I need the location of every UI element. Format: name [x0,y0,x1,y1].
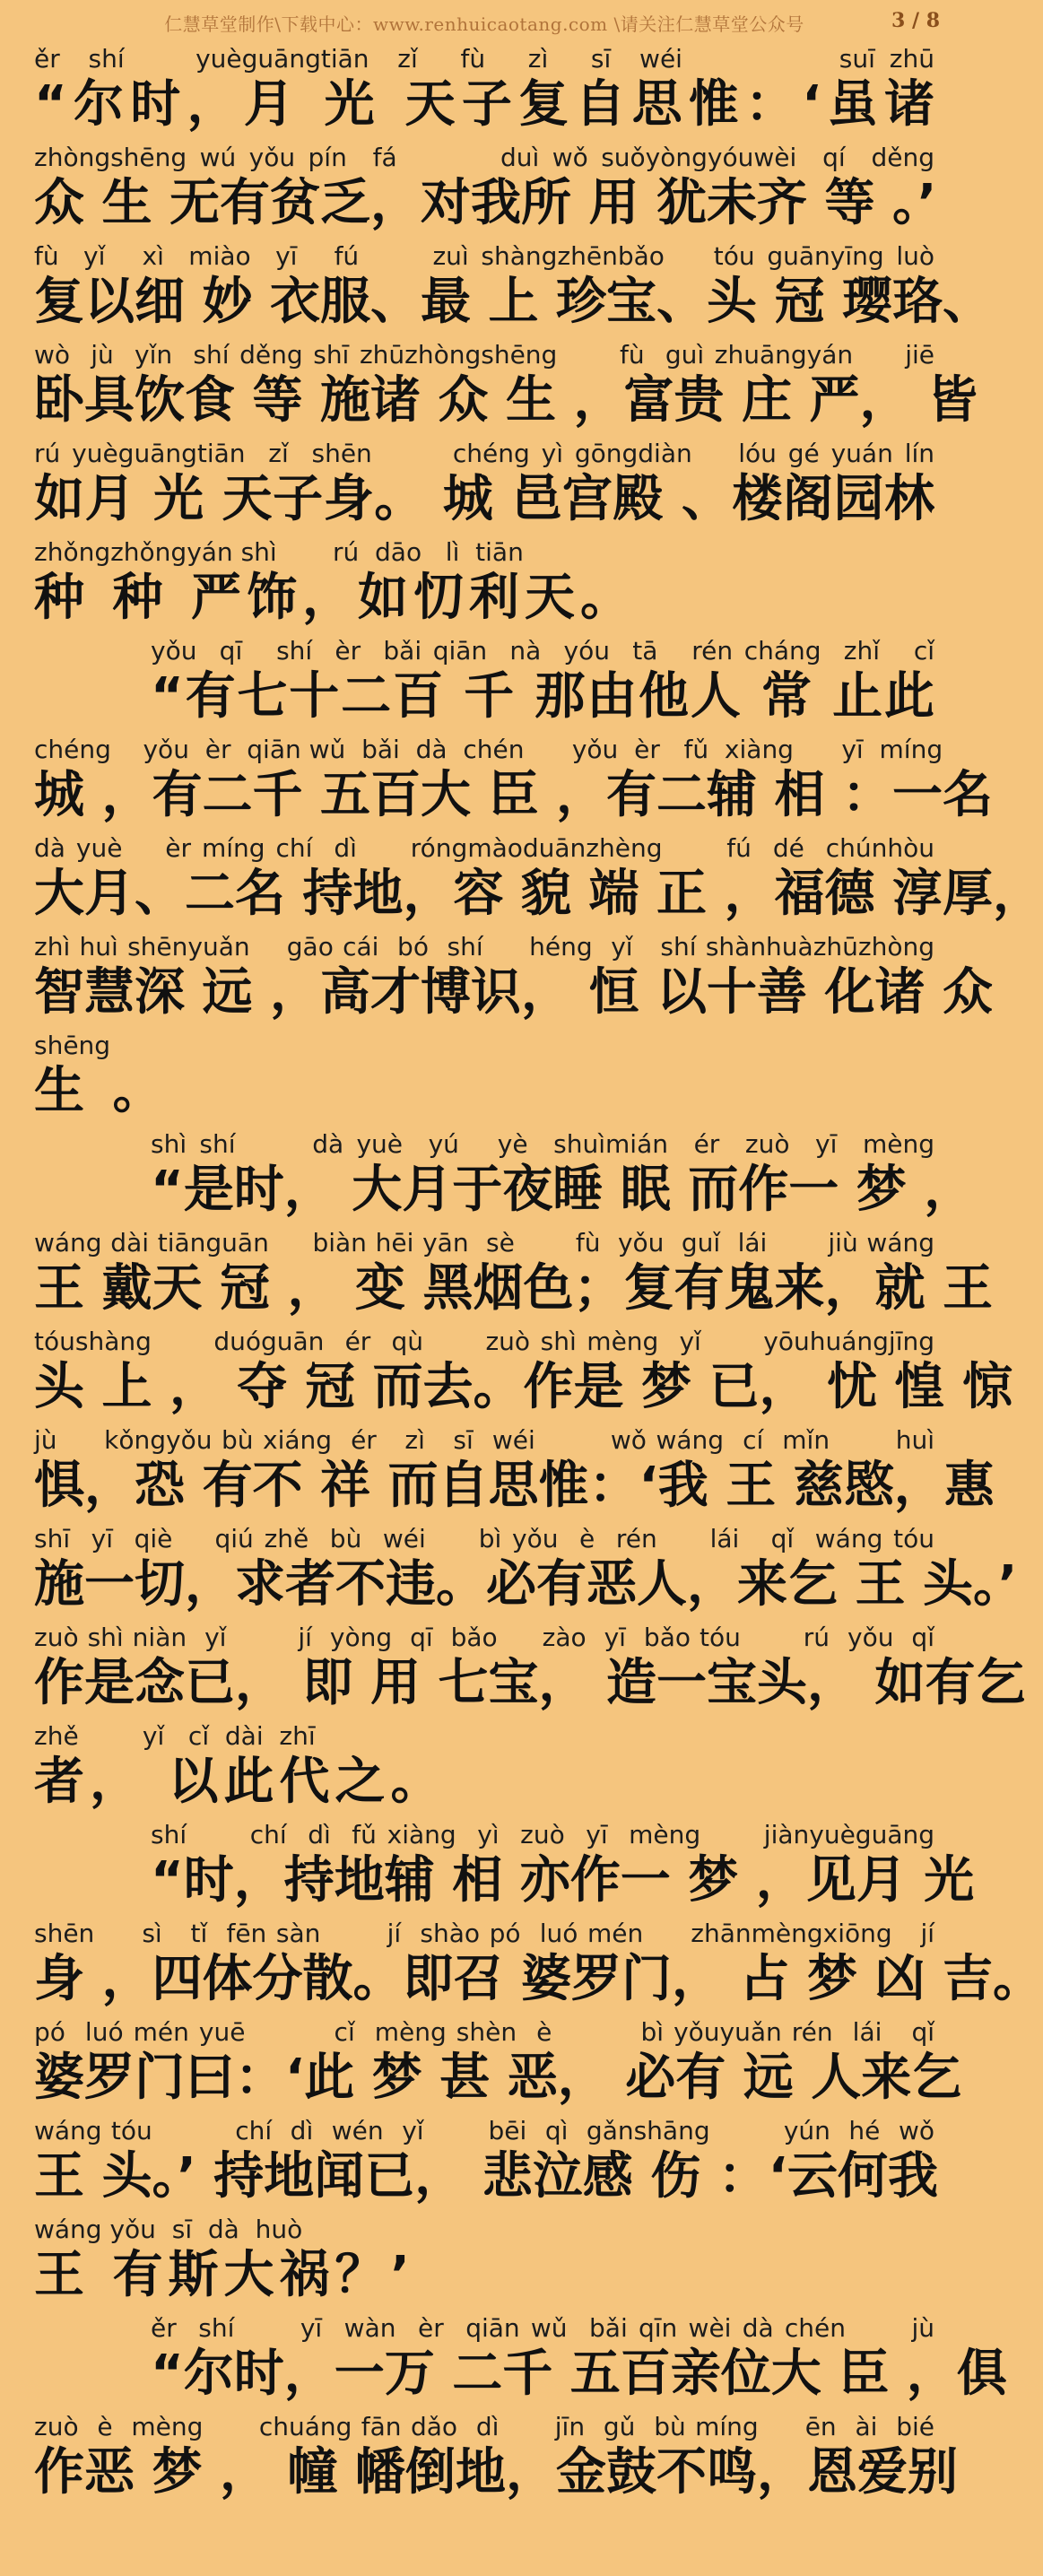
chinese-text: 复以细 妙 衣服、最 上 珍宝、头 冠 璎珞、 [34,273,993,331]
chinese-text: 如月 光 天子身。 城 邑宫殿 、楼阁园林 [34,470,934,528]
text-line [0,929,993,1028]
text-line [0,1719,969,1817]
pinyin-annotation: shì shí dà yuè yú yè shuìmián ér zuò yī mèng [151,1129,934,1159]
text-line [0,1225,993,1324]
pinyin-annotation: shēn sì tǐ fēn sàn jí shào pó luó mén zhānmèngxiōng jí [34,1919,934,1948]
pinyin-annotation: rú yuèguāngtiān zǐ shēn chéng yì gōngdiàn lóu gé yuán lín [34,439,934,468]
text-line [0,140,969,239]
pinyin-annotation: zhì huì shēnyuǎn gāo cái bó shí héng yǐ shí shànhuàzhūzhòng [34,932,934,962]
pinyin-annotation: shēng [34,1031,111,1060]
pinyin-annotation: zuò è mèng chuáng fān dǎo dì jīn gǔ bù míng ēn ài bié [34,2412,934,2441]
text-line [0,2212,969,2311]
chinese-text: “有七十二百 千 那由他人 常 止此 [151,667,934,726]
chinese-text: 作恶 梦 ， 幢 幡倒地，金鼓不鸣，恩爱别 [34,2443,958,2502]
chinese-text: 王 有斯大祸？’ [34,2246,415,2304]
pinyin-annotation: zhǒngzhǒngyán shì rú dāo lì tiān [34,537,524,567]
pinyin-annotation: wáng yǒu sī dà huò [34,2215,303,2244]
pinyin-annotation: zhě yǐ cǐ dài zhī [34,1721,316,1751]
chinese-text: 种 种 严饰，如忉利天。 [34,569,636,627]
chinese-text: 众 生 无有贫乏，对我所 用 犹未齐 等 。’ [34,174,937,232]
text-line [0,1620,1026,1719]
text-line [0,1521,1018,1620]
text-line [0,1916,1043,2015]
page-number: 3 / 8 [891,9,940,32]
text-line [0,1127,975,1225]
chinese-text: 惧，恐 有不 祥 而自思惟：‘我 王 慈愍，惠 [34,1457,995,1515]
pinyin-annotation: tóushàng duóguān ér qù zuò shì mèng yǐ yōuhuángjīng [34,1327,934,1356]
chinese-text: 身 ，四体分散。即召 婆罗门， 占 梦 凶 吉。 [34,1950,1043,2008]
chinese-text: 卧具饮食 等 施诸 众 生 ，富贵 庄 严， 皆 [34,371,978,430]
pinyin-annotation: jù kǒngyǒu bù xiáng ér zì sī wéi wǒ wáng cí mǐn huì [34,1425,934,1455]
chinese-text: “尔时，月 光 天子复自思惟：‘虽诸 [34,75,934,134]
pinyin-annotation: shī yī qiè qiú zhě bù wéi bì yǒu è rén lái qǐ wáng tóu [34,1524,934,1553]
chinese-text: 施一切，求者不违。必有恶人，来乞 王 头。’ [34,1555,1018,1614]
text-line [0,1028,969,1127]
pinyin-annotation: zuò shì niàn yǐ jí yòng qī bǎo zào yī bǎo tóu rú yǒu qǐ [34,1623,934,1652]
text-line [0,2311,1007,2409]
text-line [0,436,969,535]
text-line [0,337,978,436]
chinese-text: 作是念已， 即 用 七宝， 造一宝头， 如有乞 [34,1654,1026,1712]
page-header [0,0,969,43]
chinese-text: 王 头。’ 持地闻已， 悲泣感 伤 ：‘云何我 [34,2147,939,2206]
text-line [0,2409,969,2508]
pinyin-annotation: chéng yǒu èr qiān wǔ bǎi dà chén yǒu èr fǔ xiàng yī míng [34,735,943,764]
text-line [0,633,969,732]
pinyin-annotation: ěr shí yuèguāngtiān zǐ fù zì sī wéi suī zhū [34,44,934,74]
pinyin-annotation: dà yuè èr míng chí dì róngmàoduānzhèng fú dé chúnhòu [34,833,934,863]
pinyin-annotation: wò jù yǐn shí děng shī zhūzhòngshēng fù guì zhuāngyán jiē [34,340,934,370]
text-line [0,239,993,337]
text-line [0,1423,995,1521]
pinyin-annotation: shí chí dì fǔ xiàng yì zuò yī mèng jiànyuèguāng [151,1820,934,1849]
pinyin-annotation: zhòngshēng wú yǒu pín fá duì wǒ suǒyòngyóuwèi qí děng [34,143,934,172]
pinyin-annotation: wáng dài tiānguān biàn hēi yān sè fù yǒu guǐ lái jiù wáng [34,1228,934,1258]
text-line [0,1324,1013,1423]
chinese-text: 智慧深 远 ，高才博识， 恒 以十善 化诸 众 [34,963,993,1022]
pinyin-annotation: pó luó mén yuē cǐ mèng shèn è bì yǒuyuǎn rén lái qǐ [34,2017,934,2047]
chinese-text: 婆罗门曰：‘此 梦 甚 恶， 必有 远 人来乞 [34,2049,962,2107]
chinese-text: 王 戴天 冠 ， 变 黑烟色；复有鬼来，就 王 [34,1259,993,1318]
pinyin-annotation: yǒu qī shí èr bǎi qiān nà yóu tā rén cháng zhǐ cǐ [151,636,934,666]
text-line [0,1817,975,1916]
text-line [0,535,969,633]
chinese-text: 大月、二名 持地，容 貌 端 正 ，福德 淳厚， [34,865,1043,923]
chinese-text: 者， 以此代之。 [34,1753,447,1811]
pinyin-annotation: wáng tóu chí dì wén yǐ bēi qì gǎnshāng yún hé wǒ [34,2116,934,2145]
chinese-text: 头 上 ， 夺 冠 而去。作是 梦 已， 忧 惶 惊 [34,1358,1013,1416]
text-line [0,732,993,831]
pinyin-annotation: fù yǐ xì miào yī fú zuì shàngzhēnbǎo tóu guānyīng luò [34,241,934,271]
chinese-text: “是时， 大月于夜睡 眠 而作一 梦 ， [151,1161,975,1219]
text-line [0,831,1043,929]
text-line [0,2113,969,2212]
pinyin-annotation: ěr shí yī wàn èr qiān wǔ bǎi qīn wèi dà chén jù [151,2313,934,2343]
chinese-text: 城 ，有二千 五百大 臣 ，有二辅 相 ：一名 [34,766,993,824]
text-line [0,2015,969,2113]
chinese-text: “尔时，一万 二千 五百亲位大 臣 ，俱 [151,2345,1007,2403]
chinese-text: 生 。 [34,1062,169,1120]
chinese-text: “时，持地辅 相 亦作一 梦 ，见月 光 [151,1851,975,1910]
text-body [0,41,1043,2508]
header-credit-text: 仁慧草堂制作\下载中心：www.renhuicaotang.com \请关注仁慧草堂公众号 [164,13,804,35]
text-line [0,41,969,140]
